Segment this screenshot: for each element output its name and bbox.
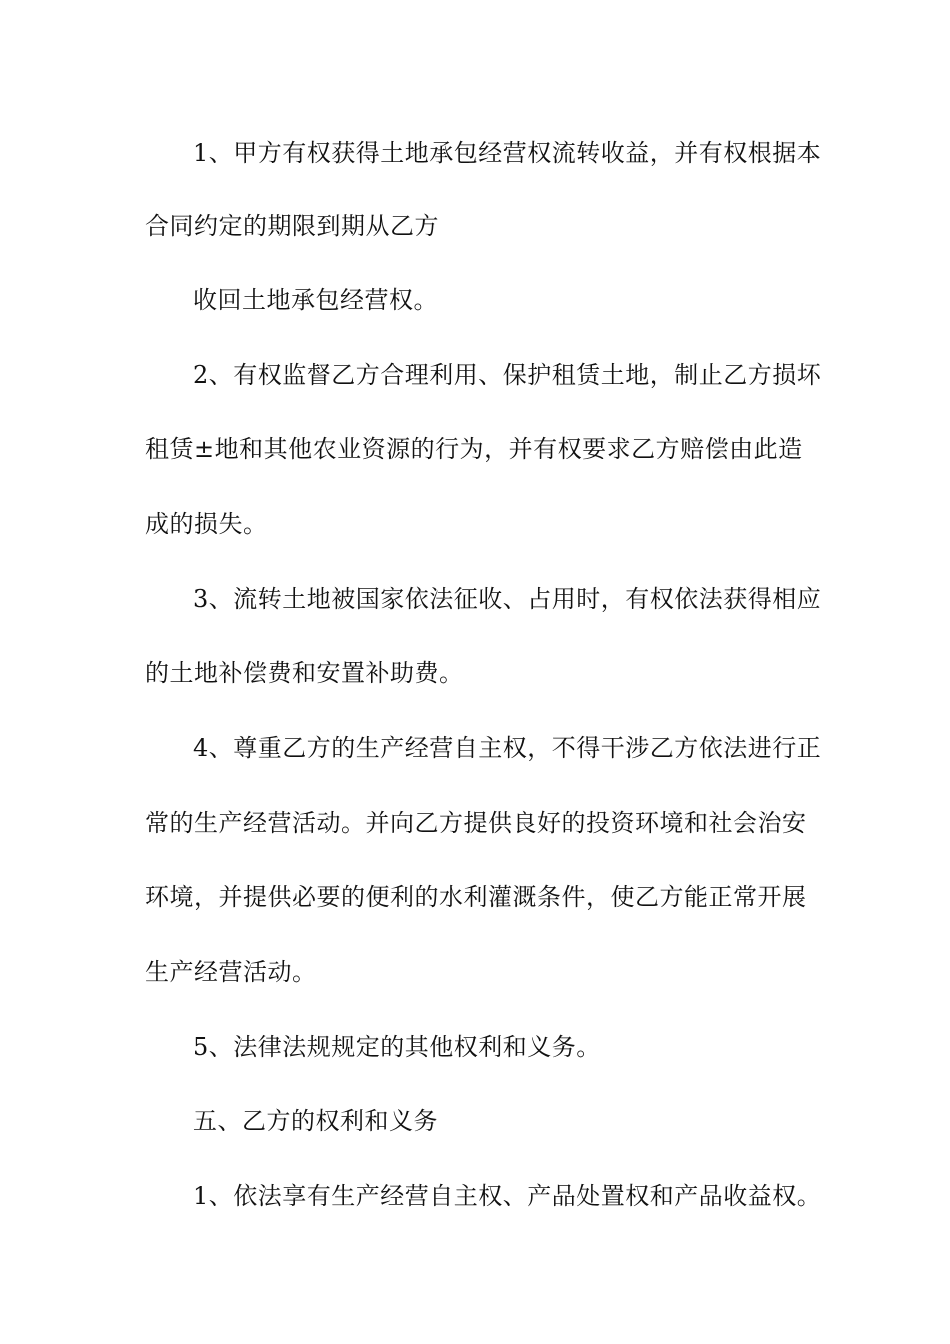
paragraph-2-line-2: 租赁±地和其他农业资源的行为，并有权要求乙方赔偿由此造 bbox=[145, 435, 803, 463]
paragraph-1-line-2: 合同约定的期限到期从乙方 bbox=[145, 212, 439, 240]
paragraph-4-line-4: 生产经营活动。 bbox=[145, 958, 317, 986]
section-heading: 五、乙方的权利和义务 bbox=[193, 1107, 438, 1135]
paragraph-6-line-1: 1、依法享有生产经营自主权、产品处置权和产品收益权。 bbox=[193, 1182, 822, 1210]
paragraph-4-line-1: 4、尊重乙方的生产经营自主权，不得干涉乙方依法进行正 bbox=[193, 734, 822, 762]
paragraph-4-line-2: 常的生产经营活动。并向乙方提供良好的投资环境和社会治安 bbox=[145, 809, 807, 837]
paragraph-1-line-3: 收回土地承包经营权。 bbox=[193, 286, 438, 314]
paragraph-2-line-1: 2、有权监督乙方合理利用、保护租赁土地，制止乙方损坏 bbox=[193, 361, 822, 389]
paragraph-1-line-1: 1、甲方有权获得土地承包经营权流转收益，并有权根据本 bbox=[193, 139, 822, 167]
paragraph-4-line-3: 环境，并提供必要的便利的水利灌溉条件，使乙方能正常开展 bbox=[145, 883, 807, 911]
paragraph-2-line-3: 成的损失。 bbox=[145, 510, 268, 538]
paragraph-3-line-2: 的土地补偿费和安置补助费。 bbox=[145, 659, 464, 687]
paragraph-3-line-1: 3、流转土地被国家依法征收、占用时，有权依法获得相应 bbox=[193, 585, 822, 613]
paragraph-5-line-1: 5、法律法规规定的其他权利和义务。 bbox=[193, 1033, 601, 1061]
